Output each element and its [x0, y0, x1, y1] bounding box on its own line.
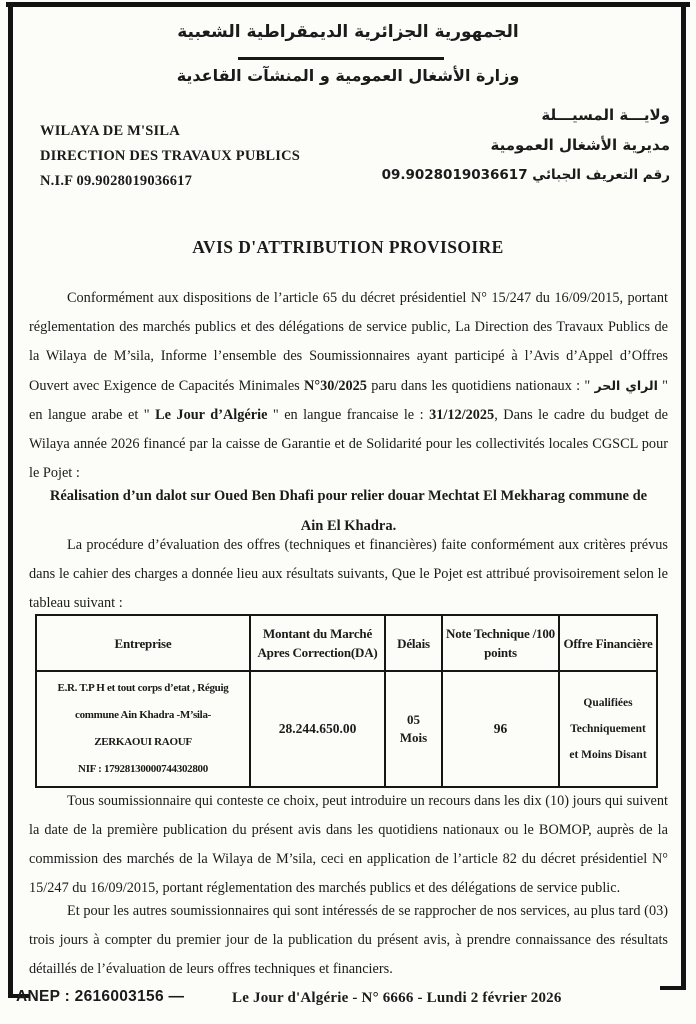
- delais-value: 05: [407, 712, 420, 727]
- p1-segment-2: paru dans les quotidiens nationaux : ": [366, 378, 595, 394]
- delais-unit: Mois: [399, 730, 428, 745]
- frame-right-border: [681, 2, 686, 990]
- masthead-divider: [238, 57, 444, 60]
- results-table: [35, 614, 658, 788]
- cell-note-technique: 96: [442, 671, 559, 787]
- agency-direction-line: DIRECTION DES TRAVAUX PUBLICS: [40, 148, 301, 164]
- notice-title: AVIS D'ATTRIBUTION PROVISOIRE: [192, 237, 504, 257]
- cell-offre-financiere: [559, 671, 657, 787]
- agency-block-arabic: [382, 100, 670, 190]
- footer-anep-reference: [16, 988, 184, 1006]
- offre-line3: et Moins Disant: [569, 749, 647, 761]
- anep-number: ANEP : 2616003156: [16, 988, 164, 1005]
- agency-direction-line-ar: مديرية الأشغال العمومية: [490, 136, 670, 154]
- entreprise-commune-line: commune Ain Khadra -M’sila-: [74, 709, 212, 721]
- p1-segment-1: Conformément aux dispositions de l’article 65 du décret présidentiel N° 15/247 du 16/09/2015, portant réglementation des marchés publics et des délégations de service public, La Direction des Travaux Publics de la Wilaya de M’sila, Informe l’ensemble des Soumissionnaires ayant participé à l’Avis d’Appel d’Offres Ouvert avec Exigence de Capacités Minimales: [29, 290, 668, 394]
- table-row: [36, 671, 657, 787]
- agency-wilaya-line: WILAYA DE M'SILA: [40, 123, 180, 139]
- agency-nif-line: N.I.F 09.9028019036617: [40, 173, 193, 189]
- footer-journal-line: Le Jour d'Algérie - N° 6666 - Lundi 2 février 2026: [232, 990, 562, 1006]
- p1-tender-number: N°30/2025: [304, 378, 367, 394]
- header-entreprise: Entreprise: [36, 615, 250, 671]
- header-delais: Délais: [385, 615, 442, 671]
- project-title-line2: Ain El Khadra.: [300, 518, 397, 534]
- agency-block-french: [40, 119, 300, 194]
- paragraph-autres-soumissionnaires: Et pour les autres soumissionnaires qui sont intéressés de se rapprocher de nos services, au plus tard (03) trois jours à compter du premier jour de la publication du présent avis, à prendre connaissance des résultats détaillés de l’évaluation de leurs offres techniques et financiers.: [29, 903, 668, 977]
- frame-left-border: [8, 2, 13, 998]
- cell-montant: 28.244.650.00: [250, 671, 385, 787]
- project-title-line1: Réalisation d’un dalot sur Oued Ben Dhafi pour relier douar Mechtat El Mekharag commune de: [49, 488, 648, 504]
- p1-arabic-newspaper-name: الراي الحر: [594, 378, 658, 393]
- header-offre-financiere: Offre Financière: [559, 615, 657, 671]
- p1-segment-3: " en langue arabe et ": [29, 378, 668, 423]
- paragraph-recours: Tous soumissionnaire qui conteste ce choix, peut introduire un recours dans les dix (10) jours qui suivent la date de la première publication du présent avis dans les quotidiens nationaux ou le BOMOP, auprès de la commission des marchés de la Wilaya de M’sila, ceci en application de l’article 82 du décret présidentiel N° 15/247 du 16/09/2015, portant réglementation des marchés publics et des délégations de service public.: [29, 793, 668, 896]
- header-montant: Montant du Marché Apres Correction(DA): [250, 615, 385, 671]
- frame-top-border: [6, 2, 690, 7]
- entreprise-name-line: E.R. T.P H et tout corps d’etat , Réguig: [57, 682, 229, 694]
- cell-entreprise: [36, 671, 250, 787]
- agency-nif-line-ar: رقم التعريف الجبائي 09.9028019036617: [381, 167, 670, 183]
- table-header-row: [36, 615, 657, 671]
- frame-bottom-right-bracket: [660, 986, 686, 990]
- ministry-title-arabic: وزارة الأشغال العمومية و المنشآت القاعدية: [176, 66, 520, 85]
- cell-delais: [385, 671, 442, 787]
- anep-dash: —: [168, 988, 185, 1005]
- p1-french-newspaper-name: Le Jour d’Algérie: [155, 407, 268, 423]
- paragraph-evaluation-procedure: La procédure d’évaluation des offres (techniques et financières) faite conformément aux critères prévus dans le cahier des charges a donnée lieu aux résultats suivants, Que le Pojet est attribué provisoirement selon le tableau suivant :: [29, 537, 668, 611]
- p1-segment-5: , Dans le cadre du budget de Wilaya année 2026 financé par la caisse de Garantie et de Solidarité pour les collectivités locales CGSCL pour le Pojet :: [29, 407, 668, 481]
- paragraph-legal-basis: [29, 284, 668, 488]
- republic-title-arabic: الجمهورية الجزائرية الديمقراطية الشعبية: [177, 22, 519, 42]
- p1-segment-4: " en langue francaise le :: [267, 407, 430, 423]
- offre-line1: Qualifiées: [583, 697, 633, 709]
- entreprise-owner-line: ZERKAOUI RAOUF: [94, 736, 192, 748]
- p1-publication-date: 31/12/2025: [429, 407, 495, 423]
- offre-line2: Techniquement: [570, 723, 646, 735]
- agency-wilaya-line-ar: ولايـــة المسيـــلة: [541, 106, 670, 124]
- header-note-technique: Note Technique /100 points: [442, 615, 559, 671]
- entreprise-nif-line: NIF : 17928130000744302800: [78, 763, 208, 775]
